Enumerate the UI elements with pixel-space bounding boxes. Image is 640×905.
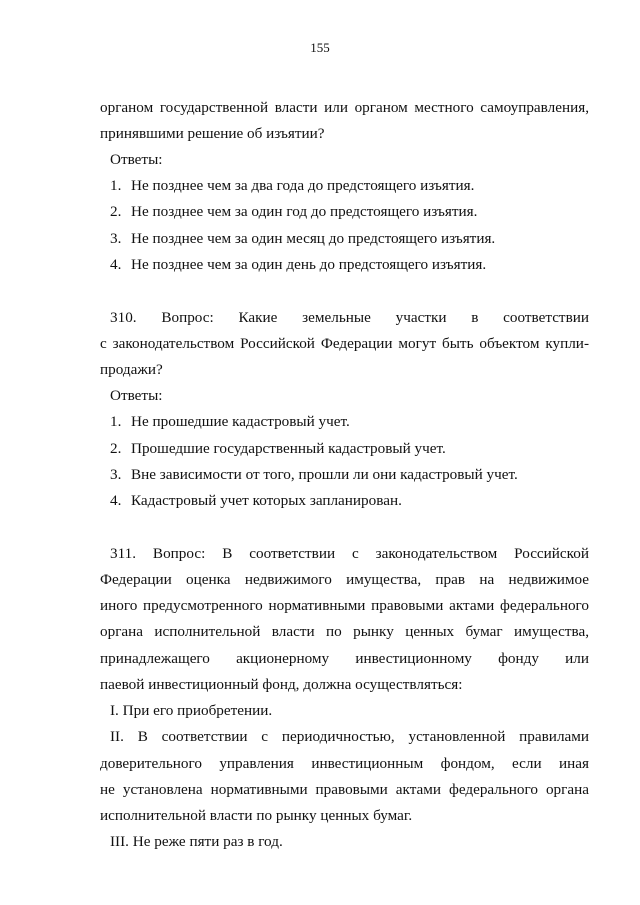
page-number: 155 [310,40,330,55]
q311-item-ii-line-4: исполнительной власти по рынку ценных бумаг. [100,807,413,824]
q310-answers-label: Ответы: [110,387,163,404]
q311-item-iii: III. Не реже пяти раз в год. [110,833,283,850]
q311-item-ii-line-3: не установлена нормативными правовыми актами федерального органа [100,781,589,798]
q310-answer-4: 4. Кадастровый учет которых запланирован. [110,492,402,509]
q311-line-5: принадлежащего акционерному инвестиционному фонду или [100,650,589,667]
q310-line-3: продажи? [100,361,163,378]
q311-line-3: иного предусмотренного нормативными правовыми актами федерального [100,597,589,614]
q309-answers-label: Ответы: [110,151,163,168]
q310-line-1: 310. Вопрос: Какие земельные участки в соответствии [110,309,589,326]
q311-line-1: 311. Вопрос: В соответствии с законодательством Российской [110,545,589,562]
q310-answer-2: 2. Прошедшие государственный кадастровый учет. [110,440,446,457]
q309-line-2: принявшими решение об изъятии? [100,125,325,142]
q311-item-i: I. При его приобретении. [110,702,273,719]
q309-answer-2: 2. Не позднее чем за один год до предстоящего изъятия. [110,203,478,220]
q310-line-2: с законодательством Российской Федерации могут быть объектом купли- [100,335,589,352]
q310-answer-3: 3. Вне зависимости от того, прошли ли они кадастровый учет. [110,466,518,483]
q311-line-6: паевой инвестиционный фонд, должна осуществляться: [100,676,463,693]
q311-item-ii-line-1: II. В соответствии с периодичностью, установленной правилами [110,728,589,745]
q311-item-ii-line-2: доверительного управления инвестиционным фондом, если иная [100,755,589,772]
q311-line-2: Федерации оценка недвижимого имущества, прав на недвижимое [100,571,589,588]
q309-line-1: органом государственной власти или органом местного самоуправления, [100,99,589,116]
q309-answer-4: 4. Не позднее чем за один день до предстоящего изъятия. [110,256,487,273]
q309-answer-1: 1. Не позднее чем за два года до предстоящего изъятия. [110,177,475,194]
q309-answer-3: 3. Не позднее чем за один месяц до предстоящего изъятия. [110,230,496,247]
q310-answer-1: 1. Не прошедшие кадастровый учет. [110,413,350,430]
q311-line-4: органа исполнительной власти по рынку ценных бумаг имущества, [100,623,589,640]
